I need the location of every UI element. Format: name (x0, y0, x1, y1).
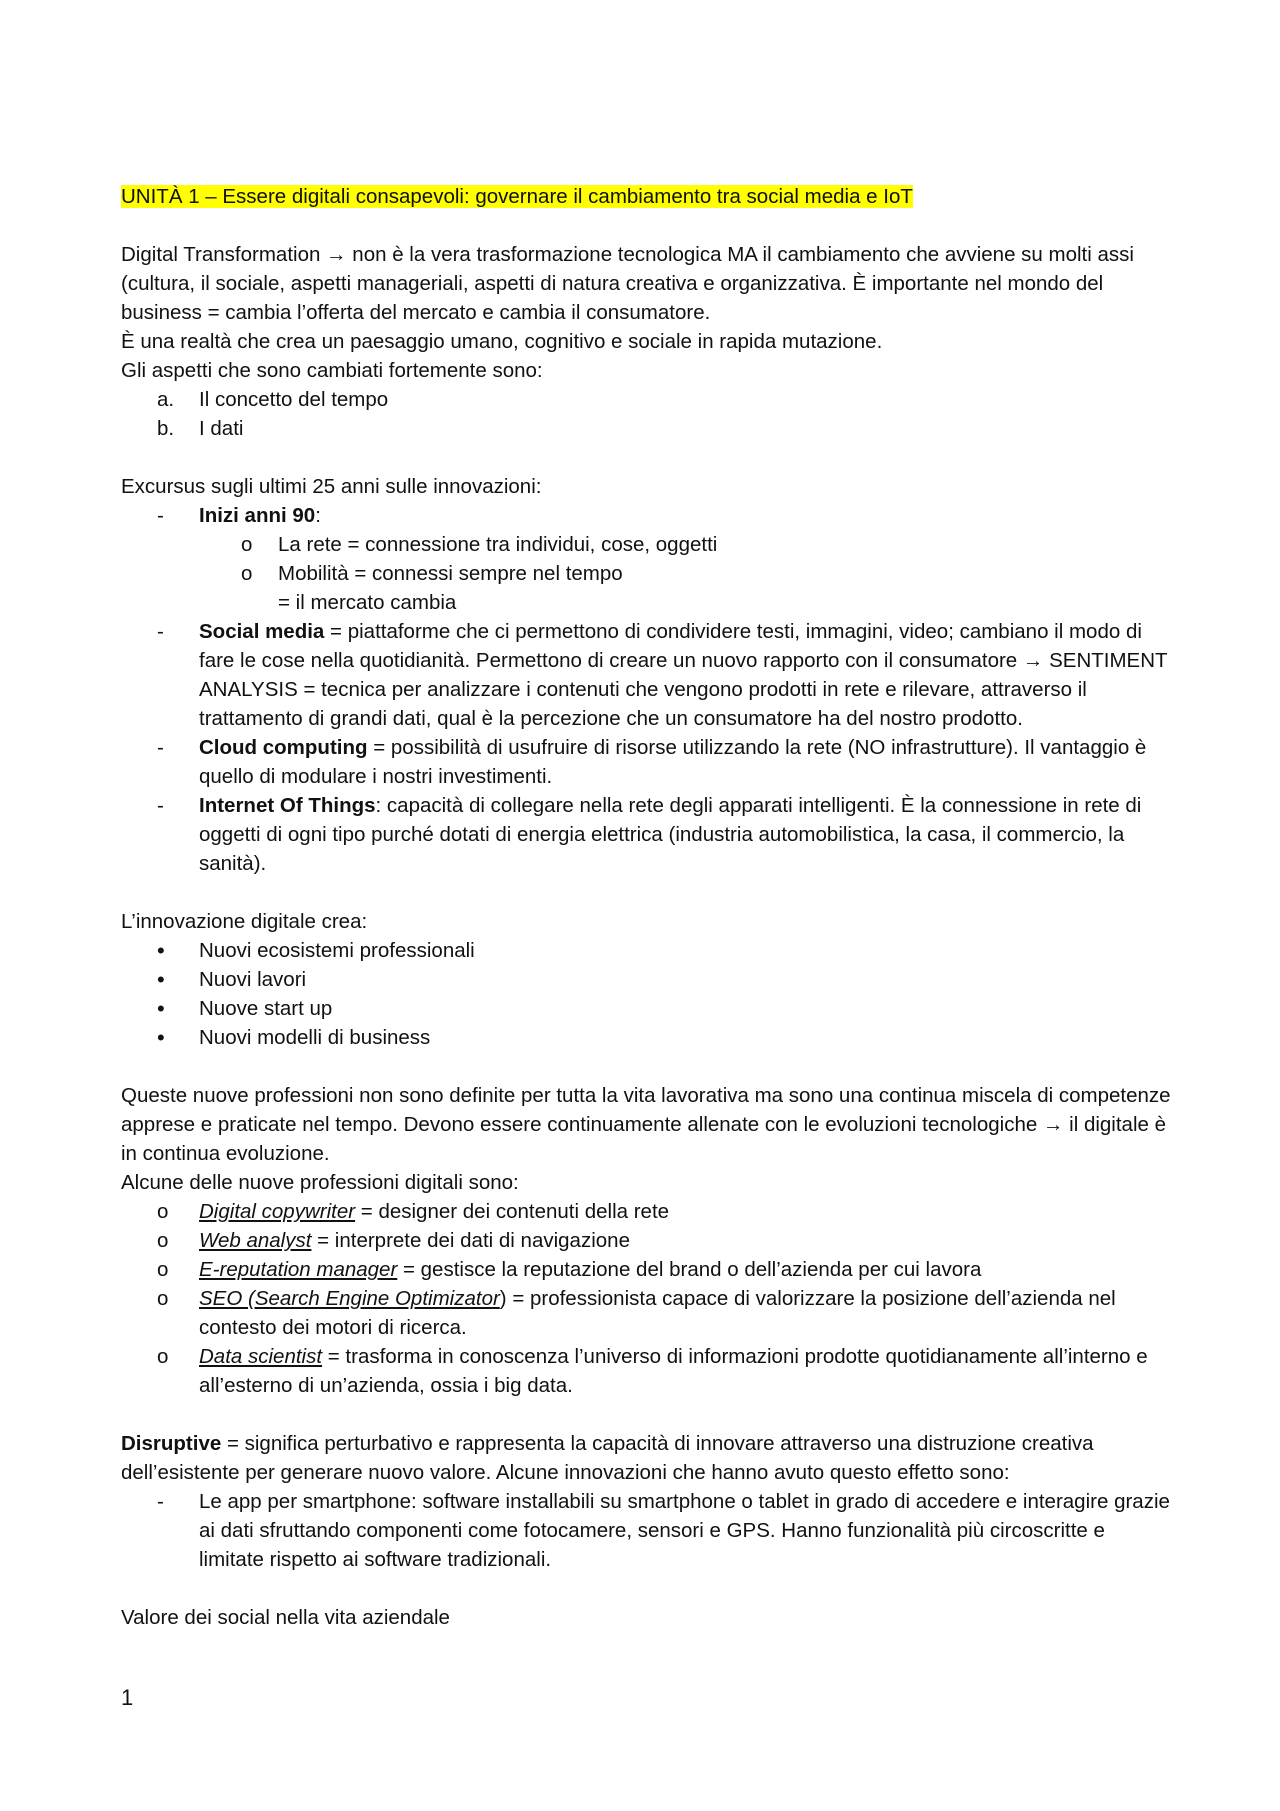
closing-line: Valore dei social nella vita aziendale (121, 1606, 450, 1629)
profession-item: o Web analyst = interprete dei dati di navigazione (157, 1229, 630, 1252)
intro-paragraph-2: È una realtà che crea un paesaggio umano, cognitivo e sociale in rapida mutazione. (121, 330, 883, 353)
intro-paragraph-3: Gli aspetti che sono cambiati fortemente sono: (121, 359, 543, 382)
sub-list-continuation: = il mercato cambia (278, 591, 457, 614)
sub-list-item: o La rete = connessione tra individui, cose, oggetti (241, 533, 718, 556)
innovazione-title: L’innovazione digitale crea: (121, 910, 368, 933)
profession-item: o SEO (Search Engine Optimizator) = professionista capace di valorizzare la posizione dell’azienda nel contesto dei motori di ricerca. (157, 1287, 1116, 1339)
list-item: - Le app per smartphone: software installabili su smartphone o tablet in grado di accedere e interagire grazie ai dati sfruttando componenti come fotocamere, sensori e GPS. Hanno funzionalità più circoscritte e limitate rispetto ai software tradizionali. (157, 1490, 1170, 1571)
list-item: a. Il concetto del tempo (157, 388, 389, 411)
bullet-item: • Nuovi lavori (157, 967, 307, 992)
bullet-item: • Nuovi modelli di business (157, 1025, 431, 1050)
profession-item: o Data scientist = trasforma in conoscenza l’universo di informazioni prodotte quotidianamente all’interno e all’esterno di un’azienda, ossia i big data. (157, 1345, 1148, 1397)
arrow-icon: → (1042, 1113, 1064, 1136)
list-item: - Inizi anni 90: (157, 504, 321, 527)
bullet-item: • Nuove start up (157, 996, 333, 1021)
intro-paragraph: Digital Transformation → non è la vera trasformazione tecnologica MA il cambiamento che avviene su molti assi (cultura, il sociale, aspetti manageriali, aspetti di natura creativa e organizzativa. È importante nel mondo del business = cambia l’offerta del mercato e cambia il consumatore. (121, 243, 1134, 324)
professioni-intro: Alcune delle nuove professioni digitali sono: (121, 1171, 519, 1194)
document-page (121, 182, 1171, 1632)
list-item: - Cloud computing = possibilità di usufruire di risorse utilizzando la rete (NO infrastrutture). Il vantaggio è quello di modulare i nostri investimenti. (157, 736, 1147, 788)
page-number: 1 (121, 1685, 134, 1710)
list-item: - Social media = piattaforme che ci permettono di condividere testi, immagini, video; cambiano il modo di fare le cose nella quotidianità. Permettono di creare un nuovo rapporto con il consumatore → SENTIMENT ANALYSIS = tecnica per analizzare i contenuti che vengono prodotti in rete e rilevare, attraverso il trattamento di grandi dati, qual è la percezione che un consumatore ha del nostro prodotto. (157, 620, 1168, 730)
arrow-icon: → (326, 243, 347, 266)
professioni-paragraph: Queste nuove professioni non sono definite per tutta la vita lavorativa ma sono una continua miscela di competenze apprese e praticate nel tempo. Devono essere continuamente allenate con le evoluzioni tecnologiche → il digitale è in continua evoluzione. (121, 1084, 1171, 1165)
profession-item: o E-reputation manager = gestisce la reputazione del brand o dell’azienda per cui lavora (157, 1258, 982, 1281)
bullet-item: • Nuovi ecosistemi professionali (157, 938, 475, 963)
sub-list-item: o Mobilità = connessi sempre nel tempo (241, 562, 623, 585)
disruptive-paragraph: Disruptive = significa perturbativo e rappresenta la capacità di innovare attraverso una distruzione creativa dell’esistente per generare nuovo valore. Alcune innovazioni che hanno avuto questo effetto sono: (121, 1432, 1094, 1484)
list-item: - Internet Of Things: capacità di collegare nella rete degli apparati intelligenti. È la connessione in rete di oggetti di ogni tipo purché dotati di energia elettrica (industria automobilistica, la casa, il commercio, la sanità). (157, 794, 1142, 875)
profession-item: o Digital copywriter = designer dei contenuti della rete (157, 1200, 670, 1223)
unit-heading (121, 182, 1171, 211)
list-item: b. I dati (157, 417, 244, 440)
arrow-icon: → (1022, 649, 1044, 672)
excursus-title: Excursus sugli ultimi 25 anni sulle innovazioni: (121, 475, 542, 498)
highlighted-heading: UNITÀ 1 – Essere digitali consapevoli: governare il cambiamento tra social media e IoT (121, 185, 913, 208)
